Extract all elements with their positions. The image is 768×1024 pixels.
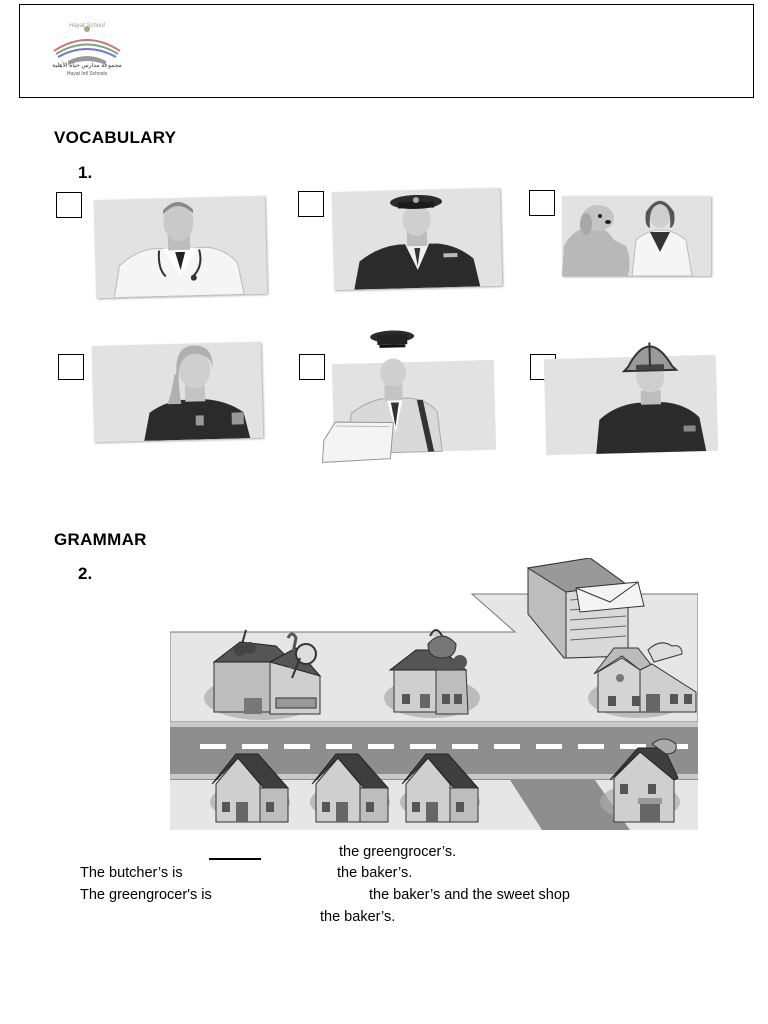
postman-photo bbox=[332, 360, 496, 454]
answer-blank-line[interactable] bbox=[209, 858, 261, 860]
vocabulary-heading: VOCABULARY bbox=[54, 128, 177, 147]
grammar-heading: GRAMMAR bbox=[54, 530, 147, 549]
exercise-number-1: 1. bbox=[78, 163, 93, 182]
answer-box-doctor[interactable] bbox=[56, 192, 82, 218]
sentence-3-right: the baker’s and the sweet shop bbox=[369, 887, 570, 903]
sentence-4-right: the baker’s. bbox=[320, 909, 396, 925]
doctor-photo bbox=[94, 196, 268, 298]
sentence-2-left: The butcher’s is bbox=[80, 865, 183, 881]
answer-box-postman[interactable] bbox=[299, 354, 325, 380]
police-officer-photo bbox=[92, 342, 263, 442]
answer-box-police[interactable] bbox=[58, 354, 84, 380]
vet-photo bbox=[562, 196, 711, 276]
sentence-1-right: the greengrocer’s. bbox=[339, 844, 457, 860]
answer-box-pilot[interactable] bbox=[298, 191, 324, 217]
logo-text-arabic: مجموعة مدارس حياة الأهلية bbox=[52, 63, 122, 69]
sentence-3-left: The greengrocer's is bbox=[80, 887, 212, 903]
logo-text-english: Hayat Intl Schools bbox=[66, 71, 108, 77]
answer-box-vet[interactable] bbox=[529, 190, 555, 216]
pilot-photo bbox=[332, 188, 503, 290]
town-map bbox=[170, 558, 698, 830]
exercise-number-2: 2. bbox=[78, 564, 93, 583]
sentence-2-right: the baker’s. bbox=[337, 865, 413, 881]
header-box bbox=[19, 4, 754, 98]
logo-text-top: Hayat School bbox=[69, 23, 105, 29]
firefighter-photo bbox=[544, 355, 718, 455]
